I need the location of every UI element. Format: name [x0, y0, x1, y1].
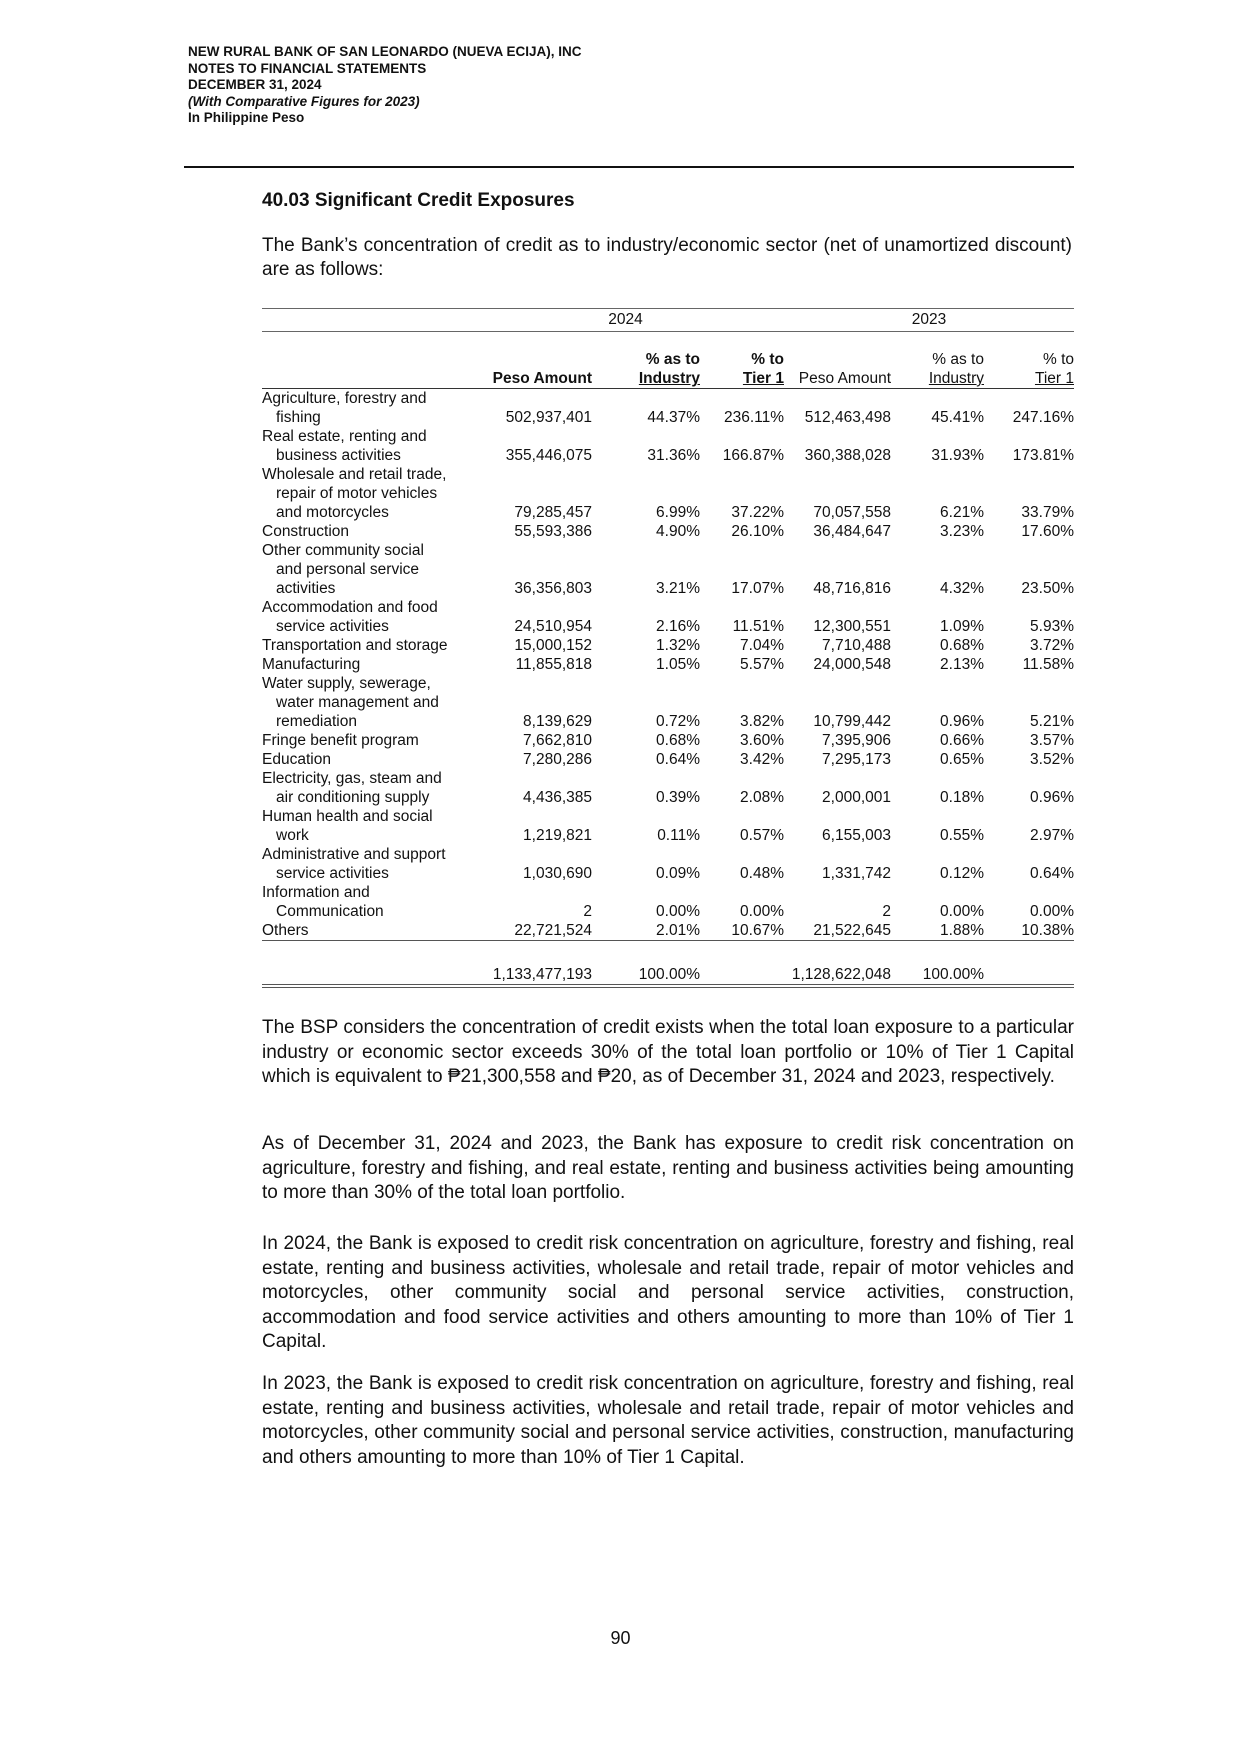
- value-cell: 3.60%: [740, 732, 784, 749]
- statement-date: DECEMBER 31, 2024: [188, 77, 322, 92]
- industry-label-line: air conditioning supply: [276, 789, 430, 806]
- value-cell: 5.93%: [1030, 618, 1074, 635]
- value-cell: 7,295,173: [822, 751, 891, 768]
- total-cell: 1,128,622,048: [784, 941, 891, 987]
- industry-label: [262, 750, 467, 769]
- value-cell: 1,219,821: [523, 827, 592, 844]
- table-row: [262, 427, 1074, 465]
- value-cell: 2.13%: [940, 656, 984, 673]
- statement-title: NOTES TO FINANCIAL STATEMENTS: [188, 60, 427, 76]
- value-cell: 0.18%: [940, 789, 984, 806]
- industry-label-line: Others: [262, 922, 309, 939]
- value-cell: 79,285,457: [514, 504, 592, 521]
- value-cell: 0.68%: [940, 637, 984, 654]
- industry-label-line: Fringe benefit program: [262, 732, 419, 749]
- value-cell: 17.60%: [1021, 523, 1074, 540]
- value-cell: 0.72%: [656, 713, 700, 730]
- value-cell: 4.90%: [656, 523, 700, 540]
- industry-label-line: Real estate, renting and: [262, 428, 427, 445]
- table-row: [262, 769, 1074, 807]
- value-cell: 26.10%: [731, 523, 784, 540]
- value-cell: 2.97%: [1030, 827, 1074, 844]
- value-cell: 21,522,645: [784, 921, 891, 941]
- value-cell: 17.07%: [731, 580, 784, 597]
- value-cell: 0.66%: [940, 732, 984, 749]
- section-intro: The Bank’s concentration of credit as to industry/economic sector (net of unamortized discount) are as follows:: [262, 235, 1072, 280]
- value-cell: 37.22%: [731, 504, 784, 521]
- value-cell: 24,000,548: [813, 656, 891, 673]
- table-row: [262, 674, 1074, 731]
- paragraph-2024-tier1: In 2024, the Bank is exposed to credit risk concentration on agriculture, forestry and fishing, real estate, renting and business activities, wholesale and retail trade, repair of motor vehicles and motorcycles, other community social and personal service activities, construction, accommodation and food service activities and others amounting to more than 10% of Tier 1 Capital.: [262, 1233, 1074, 1352]
- value-cell: 0.39%: [656, 789, 700, 806]
- value-cell: 0.48%: [740, 865, 784, 882]
- value-cell: 3.21%: [656, 580, 700, 597]
- value-cell: 23.50%: [1021, 580, 1074, 597]
- value-cell: 2.08%: [740, 789, 784, 806]
- industry-label: [262, 522, 467, 541]
- value-cell: 48,716,816: [813, 580, 891, 597]
- table-row: [262, 598, 1074, 636]
- col-pct-tier1-2024: [700, 332, 784, 389]
- value-cell: 4.32%: [940, 580, 984, 597]
- value-cell: 11.58%: [1022, 656, 1074, 673]
- industry-label-line: Transportation and storage: [262, 637, 448, 654]
- credit-exposure-table: [262, 308, 1074, 988]
- total-cell: 1,133,477,193: [467, 941, 592, 987]
- value-cell: 70,057,558: [813, 504, 891, 521]
- value-cell: 4,436,385: [523, 789, 592, 806]
- year-header-row: [262, 309, 1074, 332]
- industry-label: [262, 636, 467, 655]
- value-cell: 10.38%: [984, 921, 1074, 941]
- value-cell: 15,000,152: [514, 637, 592, 654]
- table-row: [262, 541, 1074, 598]
- value-cell: 36,356,803: [514, 580, 592, 597]
- value-cell: 173.81%: [1012, 447, 1074, 464]
- value-cell: 236.11%: [723, 409, 784, 426]
- value-cell: 3.57%: [1030, 732, 1074, 749]
- table-row: [262, 655, 1074, 674]
- value-cell: 2,000,001: [822, 789, 891, 806]
- value-cell: 36,484,647: [813, 523, 891, 540]
- value-cell: 0.11%: [657, 827, 700, 844]
- value-cell: 502,937,401: [505, 409, 592, 426]
- header-divider: [184, 166, 1074, 168]
- value-cell: 6.21%: [940, 504, 984, 521]
- industry-label-line: Construction: [262, 523, 350, 540]
- table-row: [262, 807, 1074, 845]
- value-cell: 10.67%: [700, 921, 784, 941]
- value-cell: 0.65%: [940, 751, 984, 768]
- value-cell: 0.00%: [740, 903, 784, 920]
- industry-label-line: fishing: [276, 409, 321, 426]
- bank-name: NEW RURAL BANK OF SAN LEONARDO (NUEVA ECIJA), INC: [188, 44, 582, 59]
- industry-label-line: water management and: [276, 694, 439, 711]
- value-cell: 0.64%: [656, 751, 700, 768]
- year-2024-header: 2024: [467, 309, 784, 332]
- value-cell: 360,388,028: [804, 447, 891, 464]
- industry-label-line: remediation: [276, 713, 357, 730]
- industry-label: [262, 845, 467, 883]
- value-cell: 2: [882, 903, 891, 920]
- value-cell: 44.37%: [647, 409, 700, 426]
- industry-label-line: Manufacturing: [262, 656, 361, 673]
- industry-label: [262, 465, 467, 522]
- value-cell: 12,300,551: [813, 618, 891, 635]
- industry-label-line: Communication: [276, 903, 384, 920]
- value-cell: 0.96%: [1030, 789, 1074, 806]
- column-header-line: % to: [1042, 351, 1074, 368]
- industry-label: [262, 731, 467, 750]
- industry-label-line: Water supply, sewerage,: [262, 675, 431, 692]
- value-cell: 1,030,690: [523, 865, 592, 882]
- total-cell: 100.00%: [891, 941, 984, 987]
- industry-label-line: service activities: [276, 865, 389, 882]
- value-cell: 0.96%: [940, 713, 984, 730]
- value-cell: 1.32%: [656, 637, 700, 654]
- col-peso-amount-2024: Peso Amount: [467, 332, 592, 389]
- col-pct-tier1-2023: [984, 332, 1074, 389]
- industry-label-line: Accommodation and food: [262, 599, 438, 616]
- section-title: 40.03 Significant Credit Exposures: [262, 190, 575, 211]
- table-row: [262, 522, 1074, 541]
- value-cell: 5.57%: [740, 656, 784, 673]
- industry-label-line: business activities: [276, 447, 401, 464]
- paragraph-portfolio-concentration: As of December 31, 2024 and 2023, the Bank has exposure to credit risk concentration on agriculture, forestry and fishing, and real estate, renting and business activities being amounting to more than 30% of the total loan portfolio.: [262, 1133, 1074, 1203]
- value-cell: 0.09%: [656, 865, 700, 882]
- industry-label-line: and motorcycles: [276, 504, 389, 521]
- year-2023-header: 2023: [784, 309, 1074, 332]
- industry-label-line: Administrative and support: [262, 846, 446, 863]
- column-header-row: [262, 332, 1074, 389]
- industry-label-line: work: [276, 827, 309, 844]
- value-cell: 7,662,810: [523, 732, 592, 749]
- col-pct-industry-2024: [592, 332, 700, 389]
- value-cell: 166.87%: [722, 447, 784, 464]
- value-cell: 0.64%: [1030, 865, 1074, 882]
- column-header-line: Tier 1: [1034, 370, 1074, 387]
- table-row: [262, 636, 1074, 655]
- value-cell: 7,710,488: [822, 637, 891, 654]
- industry-label-line: Human health and social: [262, 808, 433, 825]
- value-cell: 10,799,442: [813, 713, 891, 730]
- value-cell: 0.00%: [940, 903, 984, 920]
- page-number: 90: [610, 1628, 631, 1648]
- total-cell: 100.00%: [592, 941, 700, 987]
- column-header-line: Industry: [928, 370, 984, 387]
- value-cell: 0.68%: [656, 732, 700, 749]
- value-cell: 0.57%: [740, 827, 784, 844]
- industry-label: [262, 883, 467, 921]
- table-row: [262, 731, 1074, 750]
- value-cell: 0.12%: [940, 865, 984, 882]
- table-row: [262, 750, 1074, 769]
- table-row: [262, 883, 1074, 921]
- value-cell: 24,510,954: [514, 618, 592, 635]
- value-cell: 5.21%: [1030, 713, 1074, 730]
- column-header-line: % as to: [932, 351, 984, 368]
- col-pct-industry-2023: [891, 332, 984, 389]
- value-cell: 2.16%: [656, 618, 700, 635]
- value-cell: 1.88%: [891, 921, 984, 941]
- value-cell: 512,463,498: [804, 409, 891, 426]
- value-cell: 8,139,629: [523, 713, 592, 730]
- industry-label-line: and personal service: [276, 561, 420, 578]
- value-cell: 2: [583, 903, 592, 920]
- value-cell: 1.05%: [656, 656, 700, 673]
- value-cell: 3.72%: [1030, 637, 1074, 654]
- total-row: [262, 941, 1074, 987]
- value-cell: 247.16%: [1012, 409, 1074, 426]
- paragraph-2023-tier1: In 2023, the Bank is exposed to credit risk concentration on agriculture, forestry and fishing, real estate, renting and business activities, wholesale and retail trade, repair of motor vehicles and motorcycles, other community social and personal service activities, construction, manufacturing and others amounting to more than 10% of Tier 1 Capital.: [262, 1373, 1074, 1468]
- value-cell: 6.99%: [656, 504, 700, 521]
- industry-label: [262, 598, 467, 636]
- industry-label: [262, 427, 467, 465]
- total-cell: [984, 941, 1074, 987]
- column-header-line: % as to: [645, 351, 700, 368]
- value-cell: 2.01%: [592, 921, 700, 941]
- industry-label: [262, 674, 467, 731]
- value-cell: 3.82%: [740, 713, 784, 730]
- table-row: [262, 389, 1074, 428]
- value-cell: 7.04%: [740, 637, 784, 654]
- value-cell: 22,721,524: [467, 921, 592, 941]
- comparative-note: (With Comparative Figures for 2023): [188, 93, 420, 109]
- column-header-line: Tier 1: [742, 370, 784, 387]
- industry-label-line: service activities: [276, 618, 389, 635]
- value-cell: 1.09%: [940, 618, 984, 635]
- document-header: [188, 44, 582, 127]
- industry-label: [262, 655, 467, 674]
- value-cell: 1,331,742: [822, 865, 891, 882]
- column-header-line: Industry: [638, 370, 700, 387]
- total-cell: [700, 941, 784, 987]
- industry-label-line: Other community social: [262, 542, 424, 559]
- industry-label-line: Electricity, gas, steam and: [262, 770, 442, 787]
- table-row: [262, 465, 1074, 522]
- col-peso-amount-2023: Peso Amount: [784, 332, 891, 389]
- value-cell: 3.23%: [940, 523, 984, 540]
- industry-label: [262, 921, 467, 941]
- value-cell: 3.42%: [740, 751, 784, 768]
- value-cell: 7,280,286: [523, 751, 592, 768]
- value-cell: 11.51%: [732, 618, 784, 635]
- industry-label-line: Wholesale and retail trade,: [262, 466, 447, 483]
- industry-label: [262, 541, 467, 598]
- value-cell: 6,155,003: [822, 827, 891, 844]
- industry-label-line: Information and: [262, 884, 370, 901]
- value-cell: 31.36%: [647, 447, 700, 464]
- industry-label-line: activities: [276, 580, 336, 597]
- industry-label: [262, 807, 467, 845]
- table-row: [262, 845, 1074, 883]
- value-cell: 3.52%: [1030, 751, 1074, 768]
- value-cell: 355,446,075: [505, 447, 592, 464]
- value-cell: 0.00%: [1030, 903, 1074, 920]
- value-cell: 33.79%: [1021, 504, 1074, 521]
- value-cell: 7,395,906: [822, 732, 891, 749]
- value-cell: 45.41%: [931, 409, 984, 426]
- industry-label-line: Agriculture, forestry and: [262, 390, 427, 407]
- industry-label: [262, 769, 467, 807]
- industry-label: [262, 389, 467, 428]
- currency-note: In Philippine Peso: [188, 110, 305, 125]
- table-row: [262, 921, 1074, 941]
- paragraph-bsp-definition: The BSP considers the concentration of credit exists when the total loan exposure to a particular industry or economic sector exceeds 30% of the total loan portfolio or 10% of Tier 1 Capital which is equivalent to ₱21,300,558 and ₱20, as of December 31, 2024 and 2023, respectively.: [262, 1017, 1074, 1087]
- value-cell: 0.55%: [940, 827, 984, 844]
- value-cell: 11,855,818: [515, 656, 592, 673]
- industry-label-line: repair of motor vehicles: [276, 485, 438, 502]
- column-header-line: % to: [751, 351, 784, 368]
- value-cell: 0.00%: [656, 903, 700, 920]
- value-cell: 31.93%: [931, 447, 984, 464]
- value-cell: 55,593,386: [514, 523, 592, 540]
- industry-label-line: Education: [262, 751, 331, 768]
